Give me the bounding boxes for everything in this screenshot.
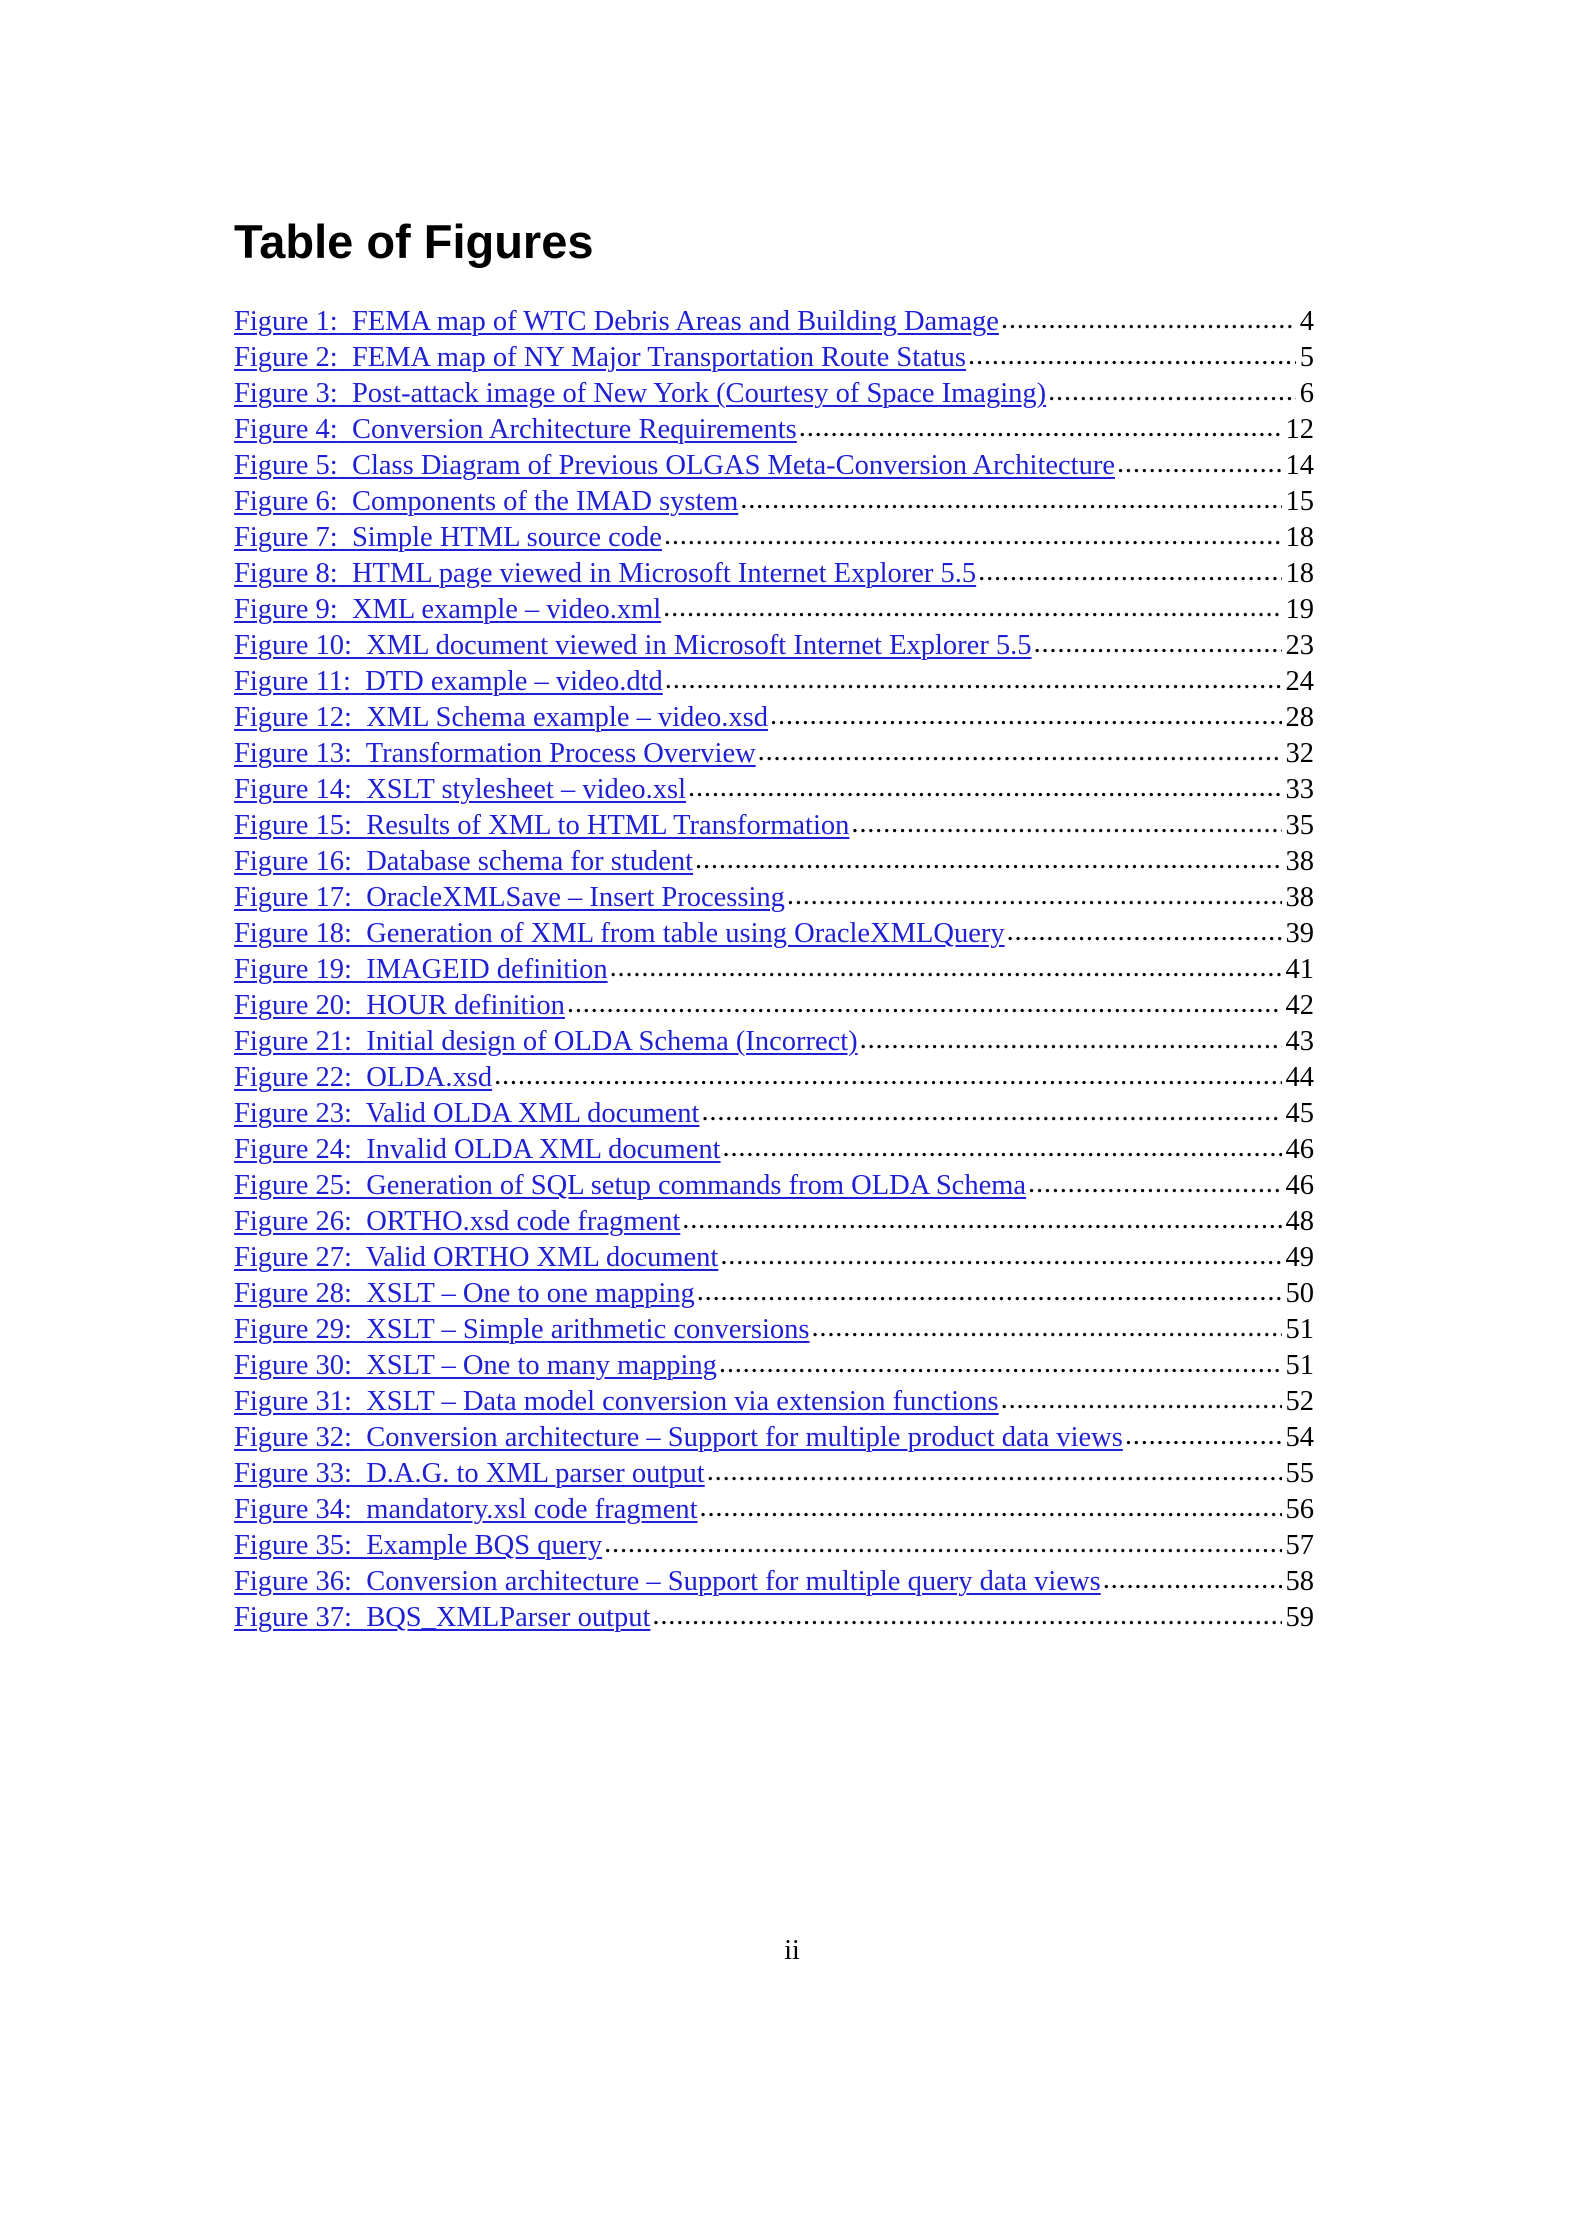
- dot-leader: [1007, 914, 1282, 950]
- figure-page-number: 23: [1285, 630, 1314, 661]
- figure-title: Conversion Architecture Requirements: [351, 414, 797, 445]
- figure-title: Conversion architecture – Support for multiple product data views: [366, 1422, 1123, 1453]
- figure-number: Figure 6:: [234, 486, 338, 517]
- figure-link-24[interactable]: [234, 1132, 721, 1168]
- figure-number: Figure 13:: [234, 738, 352, 769]
- figure-entry-13: [234, 736, 1314, 772]
- figure-entry-28: [234, 1276, 1314, 1312]
- figure-number: Figure 12:: [234, 702, 352, 733]
- figure-link-28[interactable]: [234, 1276, 695, 1312]
- figure-number: Figure 5:: [234, 450, 338, 481]
- figure-entry-37: [234, 1600, 1314, 1636]
- figure-link-22[interactable]: [234, 1060, 492, 1096]
- dot-leader: [860, 1022, 1282, 1058]
- figure-entry-22: [234, 1060, 1314, 1096]
- figure-page-number: 46: [1285, 1170, 1314, 1201]
- figure-entry-5: [234, 448, 1314, 484]
- figure-title: Initial design of OLDA Schema (Incorrect): [366, 1026, 858, 1057]
- figure-title: FEMA map of NY Major Transportation Route Status: [351, 342, 967, 373]
- figure-link-16[interactable]: [234, 844, 693, 880]
- figure-link-3[interactable]: [234, 376, 1046, 412]
- figure-title: HTML page viewed in Microsoft Internet Explorer 5.5: [351, 558, 977, 589]
- figure-page-number: 14: [1285, 450, 1314, 481]
- figure-entry-27: [234, 1240, 1314, 1276]
- figure-link-35[interactable]: [234, 1528, 602, 1564]
- figure-title: DTD example – video.dtd: [365, 666, 663, 697]
- figure-entry-3: [234, 376, 1314, 412]
- figure-link-27[interactable]: [234, 1240, 718, 1276]
- figure-link-6[interactable]: [234, 484, 738, 520]
- figure-link-17[interactable]: [234, 880, 785, 916]
- figure-page-number: 35: [1285, 810, 1314, 841]
- figure-page-number: 28: [1285, 702, 1314, 733]
- dot-leader: [1117, 446, 1282, 482]
- figure-number: Figure 20:: [234, 990, 352, 1021]
- figure-number: Figure 29:: [234, 1314, 352, 1345]
- page-number-footer: ii: [784, 1935, 800, 1966]
- dot-leader: [758, 734, 1282, 770]
- figure-number: Figure 23:: [234, 1098, 352, 1129]
- figure-number: Figure 37:: [234, 1602, 352, 1633]
- dot-leader: [663, 590, 1281, 626]
- dot-leader: [1125, 1418, 1282, 1454]
- figure-page-number: 41: [1285, 954, 1314, 985]
- figure-page-number: 18: [1285, 558, 1314, 589]
- figure-link-21[interactable]: [234, 1024, 858, 1060]
- dot-leader: [682, 1202, 1281, 1238]
- figure-link-36[interactable]: [234, 1564, 1101, 1600]
- figure-title: Simple HTML source code: [351, 522, 662, 553]
- figure-number: Figure 14:: [234, 774, 352, 805]
- dot-leader: [968, 338, 1296, 374]
- dot-leader: [700, 1490, 1282, 1526]
- figure-link-1[interactable]: [234, 304, 999, 340]
- dot-leader: [707, 1454, 1282, 1490]
- figure-page-number: 42: [1285, 990, 1314, 1021]
- dot-leader: [610, 950, 1282, 986]
- figure-link-10[interactable]: [234, 628, 1032, 664]
- figure-title: OracleXMLSave – Insert Processing: [366, 882, 785, 913]
- figure-link-23[interactable]: [234, 1096, 699, 1132]
- figure-page-number: 38: [1285, 846, 1314, 877]
- figure-entry-10: [234, 628, 1314, 664]
- figure-page-number: 5: [1299, 342, 1314, 373]
- figure-title: XSLT – One to one mapping: [366, 1278, 695, 1309]
- figure-title: Generation of XML from table using OracleXMLQuery: [366, 918, 1005, 949]
- dot-leader: [664, 518, 1282, 554]
- figure-page-number: 54: [1285, 1422, 1314, 1453]
- dot-leader: [604, 1526, 1281, 1562]
- figure-entry-21: [234, 1024, 1314, 1060]
- figure-entry-9: [234, 592, 1314, 628]
- figure-entry-19: [234, 952, 1314, 988]
- figure-title: D.A.G. to XML parser output: [366, 1458, 705, 1489]
- figure-page-number: 24: [1285, 666, 1314, 697]
- figure-link-7[interactable]: [234, 520, 662, 556]
- figure-entry-17: [234, 880, 1314, 916]
- dot-leader: [701, 1094, 1281, 1130]
- figure-title: HOUR definition: [366, 990, 565, 1021]
- figure-number: Figure 11:: [234, 666, 351, 697]
- figure-number: Figure 3:: [234, 378, 338, 409]
- figure-number: Figure 2:: [234, 342, 338, 373]
- figure-title: XSLT stylesheet – video.xsl: [366, 774, 687, 805]
- figure-page-number: 45: [1285, 1098, 1314, 1129]
- figure-number: Figure 21:: [234, 1026, 352, 1057]
- dot-leader: [719, 1346, 1282, 1382]
- figure-page-number: 58: [1285, 1566, 1314, 1597]
- figure-number: Figure 9:: [234, 594, 338, 625]
- dot-leader: [1048, 374, 1296, 410]
- dot-leader: [1001, 302, 1296, 338]
- figure-entry-30: [234, 1348, 1314, 1384]
- figure-title: OLDA.xsd: [366, 1062, 493, 1093]
- figure-number: Figure 26:: [234, 1206, 352, 1237]
- figure-entry-6: [234, 484, 1314, 520]
- figure-page-number: 49: [1285, 1242, 1314, 1273]
- dot-leader: [697, 1274, 1282, 1310]
- figure-page-number: 32: [1285, 738, 1314, 769]
- figure-link-25[interactable]: [234, 1168, 1026, 1204]
- figure-title: Results of XML to HTML Transformation: [366, 810, 850, 841]
- figure-entry-7: [234, 520, 1314, 556]
- figure-title: Components of the IMAD system: [351, 486, 739, 517]
- figure-number: Figure 19:: [234, 954, 352, 985]
- figure-entry-16: [234, 844, 1314, 880]
- dot-leader: [652, 1598, 1281, 1634]
- figure-page-number: 43: [1285, 1026, 1314, 1057]
- figure-link-34[interactable]: [234, 1492, 698, 1528]
- figure-link-37[interactable]: [234, 1600, 650, 1636]
- figure-entry-1: [234, 304, 1314, 340]
- figure-page-number: 6: [1299, 378, 1314, 409]
- figure-number: Figure 15:: [234, 810, 352, 841]
- figure-entry-24: [234, 1132, 1314, 1168]
- dot-leader: [787, 878, 1282, 914]
- figure-title: FEMA map of WTC Debris Areas and Building Damage: [351, 306, 999, 337]
- figure-link-14[interactable]: [234, 772, 686, 808]
- figure-number: Figure 4:: [234, 414, 338, 445]
- figure-number: Figure 35:: [234, 1530, 352, 1561]
- figure-title: BQS_XMLParser output: [366, 1602, 651, 1633]
- figure-entry-20: [234, 988, 1314, 1024]
- figure-title: Valid ORTHO XML document: [365, 1242, 719, 1273]
- figure-page-number: 15: [1285, 486, 1314, 517]
- figure-number: Figure 22:: [234, 1062, 352, 1093]
- figure-link-29[interactable]: [234, 1312, 810, 1348]
- figure-entry-14: [234, 772, 1314, 808]
- figure-number: Figure 18:: [234, 918, 352, 949]
- figure-link-26[interactable]: [234, 1204, 680, 1240]
- figure-page-number: 57: [1285, 1530, 1314, 1561]
- figure-link-31[interactable]: [234, 1384, 999, 1420]
- dot-leader: [1103, 1562, 1282, 1598]
- figure-page-number: 44: [1285, 1062, 1314, 1093]
- figure-number: Figure 25:: [234, 1170, 352, 1201]
- figure-link-9[interactable]: [234, 592, 661, 628]
- figure-title: XSLT – Simple arithmetic conversions: [366, 1314, 810, 1345]
- figure-link-8[interactable]: [234, 556, 976, 592]
- figure-number: Figure 24:: [234, 1134, 352, 1165]
- figure-link-20[interactable]: [234, 988, 565, 1024]
- dot-leader: [688, 770, 1281, 806]
- figure-number: Figure 30:: [234, 1350, 352, 1381]
- figure-link-5[interactable]: [234, 448, 1115, 484]
- figure-link-13[interactable]: [234, 736, 756, 772]
- dot-leader: [770, 698, 1281, 734]
- dot-leader: [812, 1310, 1282, 1346]
- dot-leader: [1034, 626, 1282, 662]
- figure-page-number: 56: [1285, 1494, 1314, 1525]
- table-of-figures-list: [234, 304, 1314, 1636]
- page-title: Table of Figures: [234, 215, 594, 268]
- figure-number: Figure 32:: [234, 1422, 352, 1453]
- figure-title: Example BQS query: [366, 1530, 603, 1561]
- figure-entry-18: [234, 916, 1314, 952]
- figure-link-12[interactable]: [234, 700, 768, 736]
- dot-leader: [720, 1238, 1281, 1274]
- figure-page-number: 38: [1285, 882, 1314, 913]
- figure-link-2[interactable]: [234, 340, 966, 376]
- figure-link-18[interactable]: [234, 916, 1005, 952]
- figure-number: Figure 17:: [234, 882, 352, 913]
- figure-title: XML Schema example – video.xsd: [366, 702, 769, 733]
- figure-entry-34: [234, 1492, 1314, 1528]
- figure-title: mandatory.xsl code fragment: [366, 1494, 698, 1525]
- figure-entry-26: [234, 1204, 1314, 1240]
- dot-leader: [567, 986, 1282, 1022]
- figure-number: Figure 27:: [234, 1242, 352, 1273]
- figure-page-number: 48: [1285, 1206, 1314, 1237]
- figure-entry-12: [234, 700, 1314, 736]
- figure-title: XML example – video.xml: [351, 594, 662, 625]
- figure-title: IMAGEID definition: [366, 954, 608, 985]
- dot-leader: [799, 410, 1282, 446]
- figure-page-number: 4: [1299, 306, 1314, 337]
- figure-title: XML document viewed in Microsoft Internet Explorer 5.5: [366, 630, 1032, 661]
- figure-number: Figure 31:: [234, 1386, 352, 1417]
- figure-entry-36: [234, 1564, 1314, 1600]
- figure-page-number: 19: [1285, 594, 1314, 625]
- figure-entry-31: [234, 1384, 1314, 1420]
- figure-title: XSLT – One to many mapping: [366, 1350, 717, 1381]
- figure-page-number: 52: [1285, 1386, 1314, 1417]
- figure-link-4[interactable]: [234, 412, 797, 448]
- figure-title: Database schema for student: [366, 846, 694, 877]
- figure-page-number: 39: [1285, 918, 1314, 949]
- figure-entry-8: [234, 556, 1314, 592]
- figure-title: Conversion architecture – Support for multiple query data views: [366, 1566, 1101, 1597]
- figure-title: ORTHO.xsd code fragment: [366, 1206, 681, 1237]
- figure-number: Figure 8:: [234, 558, 338, 589]
- figure-page-number: 59: [1285, 1602, 1314, 1633]
- figure-number: Figure 34:: [234, 1494, 352, 1525]
- figure-title: Class Diagram of Previous OLGAS Meta-Conversion Architecture: [351, 450, 1115, 481]
- figure-title: Generation of SQL setup commands from OLDA Schema: [366, 1170, 1027, 1201]
- figure-number: Figure 1:: [234, 306, 338, 337]
- dot-leader: [494, 1058, 1281, 1094]
- dot-leader: [1001, 1382, 1282, 1418]
- figure-title: Transformation Process Overview: [365, 738, 756, 769]
- figure-link-15[interactable]: [234, 808, 849, 844]
- figure-title: Valid OLDA XML document: [365, 1098, 700, 1129]
- figure-entry-15: [234, 808, 1314, 844]
- figure-entry-4: [234, 412, 1314, 448]
- figure-link-19[interactable]: [234, 952, 608, 988]
- figure-page-number: 55: [1285, 1458, 1314, 1489]
- figure-entry-25: [234, 1168, 1314, 1204]
- figure-link-33[interactable]: [234, 1456, 705, 1492]
- figure-link-32[interactable]: [234, 1420, 1123, 1456]
- figure-number: Figure 28:: [234, 1278, 352, 1309]
- dot-leader: [665, 662, 1282, 698]
- dot-leader: [851, 806, 1281, 842]
- figure-title: Post-attack image of New York (Courtesy of Space Imaging): [351, 378, 1047, 409]
- dot-leader: [695, 842, 1281, 878]
- figure-link-11[interactable]: [234, 664, 663, 700]
- figure-title: XSLT – Data model conversion via extension functions: [366, 1386, 999, 1417]
- figure-entry-32: [234, 1420, 1314, 1456]
- figure-number: Figure 33:: [234, 1458, 352, 1489]
- dot-leader: [1028, 1166, 1281, 1202]
- figure-entry-29: [234, 1312, 1314, 1348]
- figure-entry-23: [234, 1096, 1314, 1132]
- figure-page-number: 50: [1285, 1278, 1314, 1309]
- figure-page-number: 12: [1285, 414, 1314, 445]
- dot-leader: [978, 554, 1281, 590]
- figure-number: Figure 16:: [234, 846, 352, 877]
- figure-page-number: 33: [1285, 774, 1314, 805]
- figure-page-number: 18: [1285, 522, 1314, 553]
- dot-leader: [740, 482, 1281, 518]
- figure-number: Figure 7:: [234, 522, 338, 553]
- figure-entry-11: [234, 664, 1314, 700]
- figure-title: Invalid OLDA XML document: [366, 1134, 721, 1165]
- figure-entry-2: [234, 340, 1314, 376]
- figure-page-number: 51: [1285, 1350, 1314, 1381]
- figure-entry-33: [234, 1456, 1314, 1492]
- figure-number: Figure 10:: [234, 630, 352, 661]
- figure-entry-35: [234, 1528, 1314, 1564]
- figure-link-30[interactable]: [234, 1348, 717, 1384]
- figure-page-number: 46: [1285, 1134, 1314, 1165]
- figure-number: Figure 36:: [234, 1566, 352, 1597]
- figure-page-number: 51: [1285, 1314, 1314, 1345]
- dot-leader: [723, 1130, 1282, 1166]
